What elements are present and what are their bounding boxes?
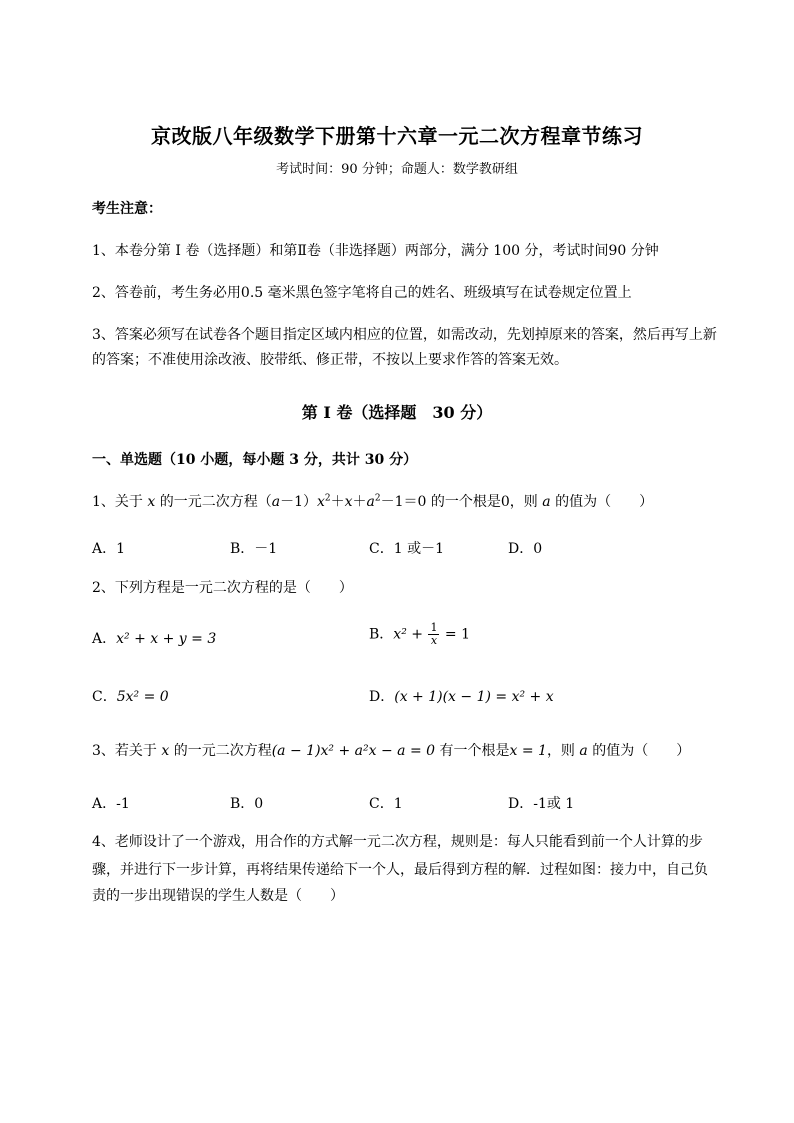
question-1-option-b[interactable]: B．－1 <box>230 541 278 557</box>
question-1-option-d[interactable]: D．0 <box>508 541 543 557</box>
question-1-option-a[interactable]: A．1 <box>92 541 126 557</box>
question-4-line-3: 责的一步出现错误的学生人数是（ ） <box>92 888 344 904</box>
question-2-option-a[interactable]: A．x² + x + y = 3 <box>92 631 217 647</box>
part-title: 一、单选题（10 小题，每小题 3 分，共计 30 分） <box>92 452 418 468</box>
question-1-option-c[interactable]: C．1 或－1 <box>369 541 444 557</box>
notice-item-3-cont: 的答案；不准使用涂改液、胶带纸、修正带，不按以上要求作答的答案无效。 <box>92 352 568 368</box>
question-3-option-d[interactable]: D．-1或 1 <box>508 796 575 812</box>
fraction: $\frac{1}{x}$ <box>430 621 438 647</box>
question-1-stem: 1、关于 x 的一元二次方程$(a-1)x^2+x+a^2-1=0$ 的一个根是0，则 a 的值为（ ） <box>92 493 654 510</box>
page-title: 京改版八年级数学下册第十六章一元二次方程章节练习 <box>151 124 643 148</box>
question-2-stem: 2、下列方程是一元二次方程的是（ ） <box>92 580 353 596</box>
question-2-option-d[interactable]: D．(x + 1)(x − 1) = x² + x <box>369 689 554 705</box>
question-2-option-c[interactable]: C．5x² = 0 <box>92 689 169 705</box>
question-3-option-c[interactable]: C．1 <box>369 796 403 812</box>
notice-item-1: 1、本卷分第 I 卷（选择题）和第Ⅱ卷（非选择题）两部分，满分 100 分，考试时间90 分钟 <box>92 243 659 259</box>
page-subtitle: 考试时间：90 分钟；命题人：数学教研组 <box>276 162 518 177</box>
question-4-line-2: 骤，并进行下一步计算，再将结果传递给下一个人，最后得到方程的解．过程如图：接力中，自己负 <box>92 862 708 878</box>
question-4-line-1: 4、老师设计了一个游戏，用合作的方式解一元二次方程，规则是：每人只能看到前一个人计算的步 <box>92 834 703 850</box>
question-2-option-b[interactable]: B．x² + $\frac{1}{x}$ = 1 <box>369 621 470 647</box>
question-3-option-b[interactable]: B．0 <box>230 796 264 812</box>
notice-item-2: 2、答卷前，考生务必用0.5 毫米黑色签字笔将自己的姓名、班级填写在试卷规定位置上 <box>92 285 632 301</box>
notice-heading: 考生注意： <box>92 201 162 217</box>
notice-item-3: 3、答案必须写在试卷各个题目指定区域内相应的位置，如需改动，先划掉原来的答案，然后再写上新 <box>92 327 717 343</box>
section-title: 第 I 卷（选择题 30 分） <box>301 403 493 422</box>
question-3-stem: 3、若关于 x 的一元二次方程(a − 1)x² + a²x − a = 0 有一个根是x = 1，则 a 的值为（ ） <box>92 743 691 759</box>
question-3-option-a[interactable]: A．-1 <box>92 796 130 812</box>
